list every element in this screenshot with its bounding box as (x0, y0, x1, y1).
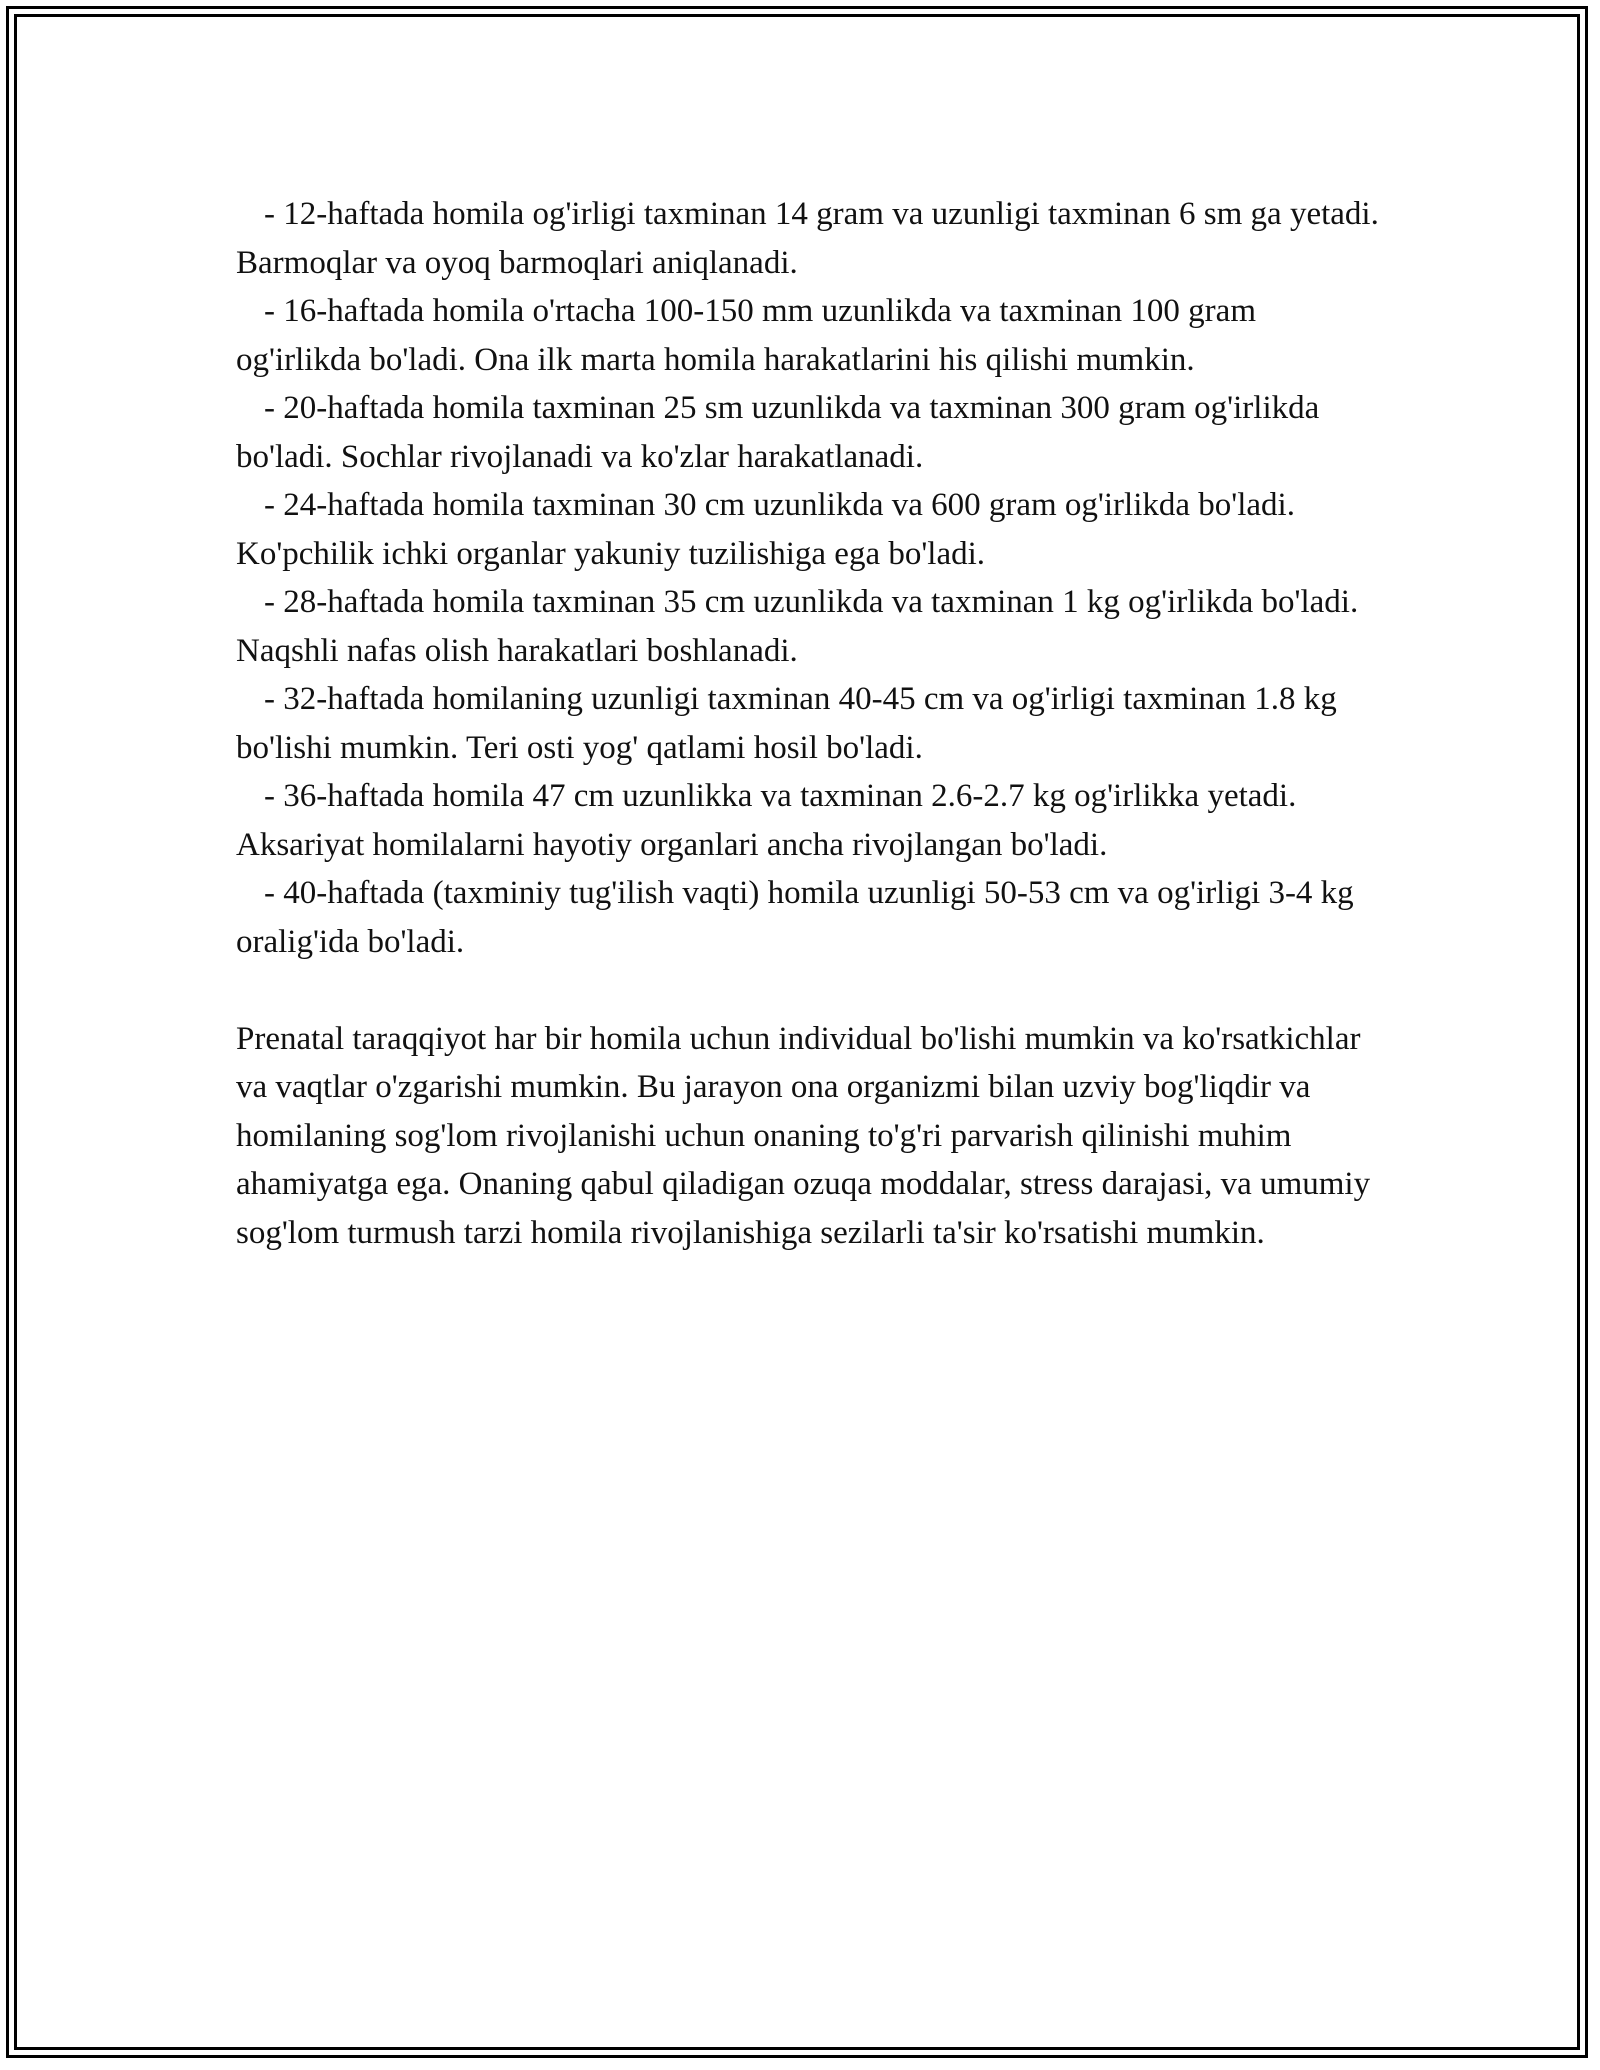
list-item-week-36: - 36-haftada homila 47 cm uzunlikka va taxminan 2.6-2.7 kg og'irlikka yetadi. Aksariyat homilalarni hayotiy organlari ancha rivojlangan bo'ladi. (236, 778, 1297, 863)
document-body (236, 190, 1386, 1257)
list-item-week-16: - 16-haftada homila o'rtacha 100-150 mm uzunlikda va taxminan 100 gram og'irlikda bo'ladi. Ona ilk marta homila harakatlarini his qilishi mumkin. (236, 293, 1256, 378)
list-item-week-20: - 20-haftada homila taxminan 25 sm uzunlikda va taxminan 300 gram og'irlikda bo'ladi. Sochlar rivojlanadi va ko'zlar harakatlanadi. (236, 390, 1320, 475)
list-item-week-24: - 24-haftada homila taxminan 30 cm uzunlikda va 600 gram og'irlikda bo'ladi. Ko'pchilik ichki organlar yakuniy tuzilishiga ega bo'ladi. (236, 487, 1295, 572)
list-item-week-40: - 40-haftada (taxminiy tug'ilish vaqti) homila uzunligi 50-53 cm va og'irligi 3-4 kg oralig'ida bo'ladi. (236, 875, 1354, 960)
list-item-week-32: - 32-haftada homilaning uzunligi taxminan 40-45 cm va og'irligi taxminan 1.8 kg bo'lishi mumkin. Teri osti yog' qatlami hosil bo'ladi. (236, 681, 1337, 766)
list-item-week-12: - 12-haftada homila og'irligi taxminan 14 gram va uzunligi taxminan 6 sm ga yetadi. Barmoqlar va oyoq barmoqlari aniqlanadi. (236, 196, 1379, 281)
summary-paragraph: Prenatal taraqqiyot har bir homila uchun individual bo'lishi mumkin va ko'rsatkichlar va vaqtlar o'zgarishi mumkin. Bu jarayon ona organizmi bilan uzviy bog'liqdir va homilaning sog'lom rivojlanishi uchun onaning to'g'ri parvarish qilinishi muhim ahamiyatga ega. Onaning qabul qiladigan ozuqa moddalar, stress darajasi, va umumiy sog'lom turmush tarzi homila rivojlanishiga sezilarli ta'sir ko'rsatishi mumkin. (236, 1020, 1371, 1251)
list-item-week-28: - 28-haftada homila taxminan 35 cm uzunlikda va taxminan 1 kg og'irlikda bo'ladi. Naqshli nafas olish harakatlari boshlanadi. (236, 584, 1359, 669)
